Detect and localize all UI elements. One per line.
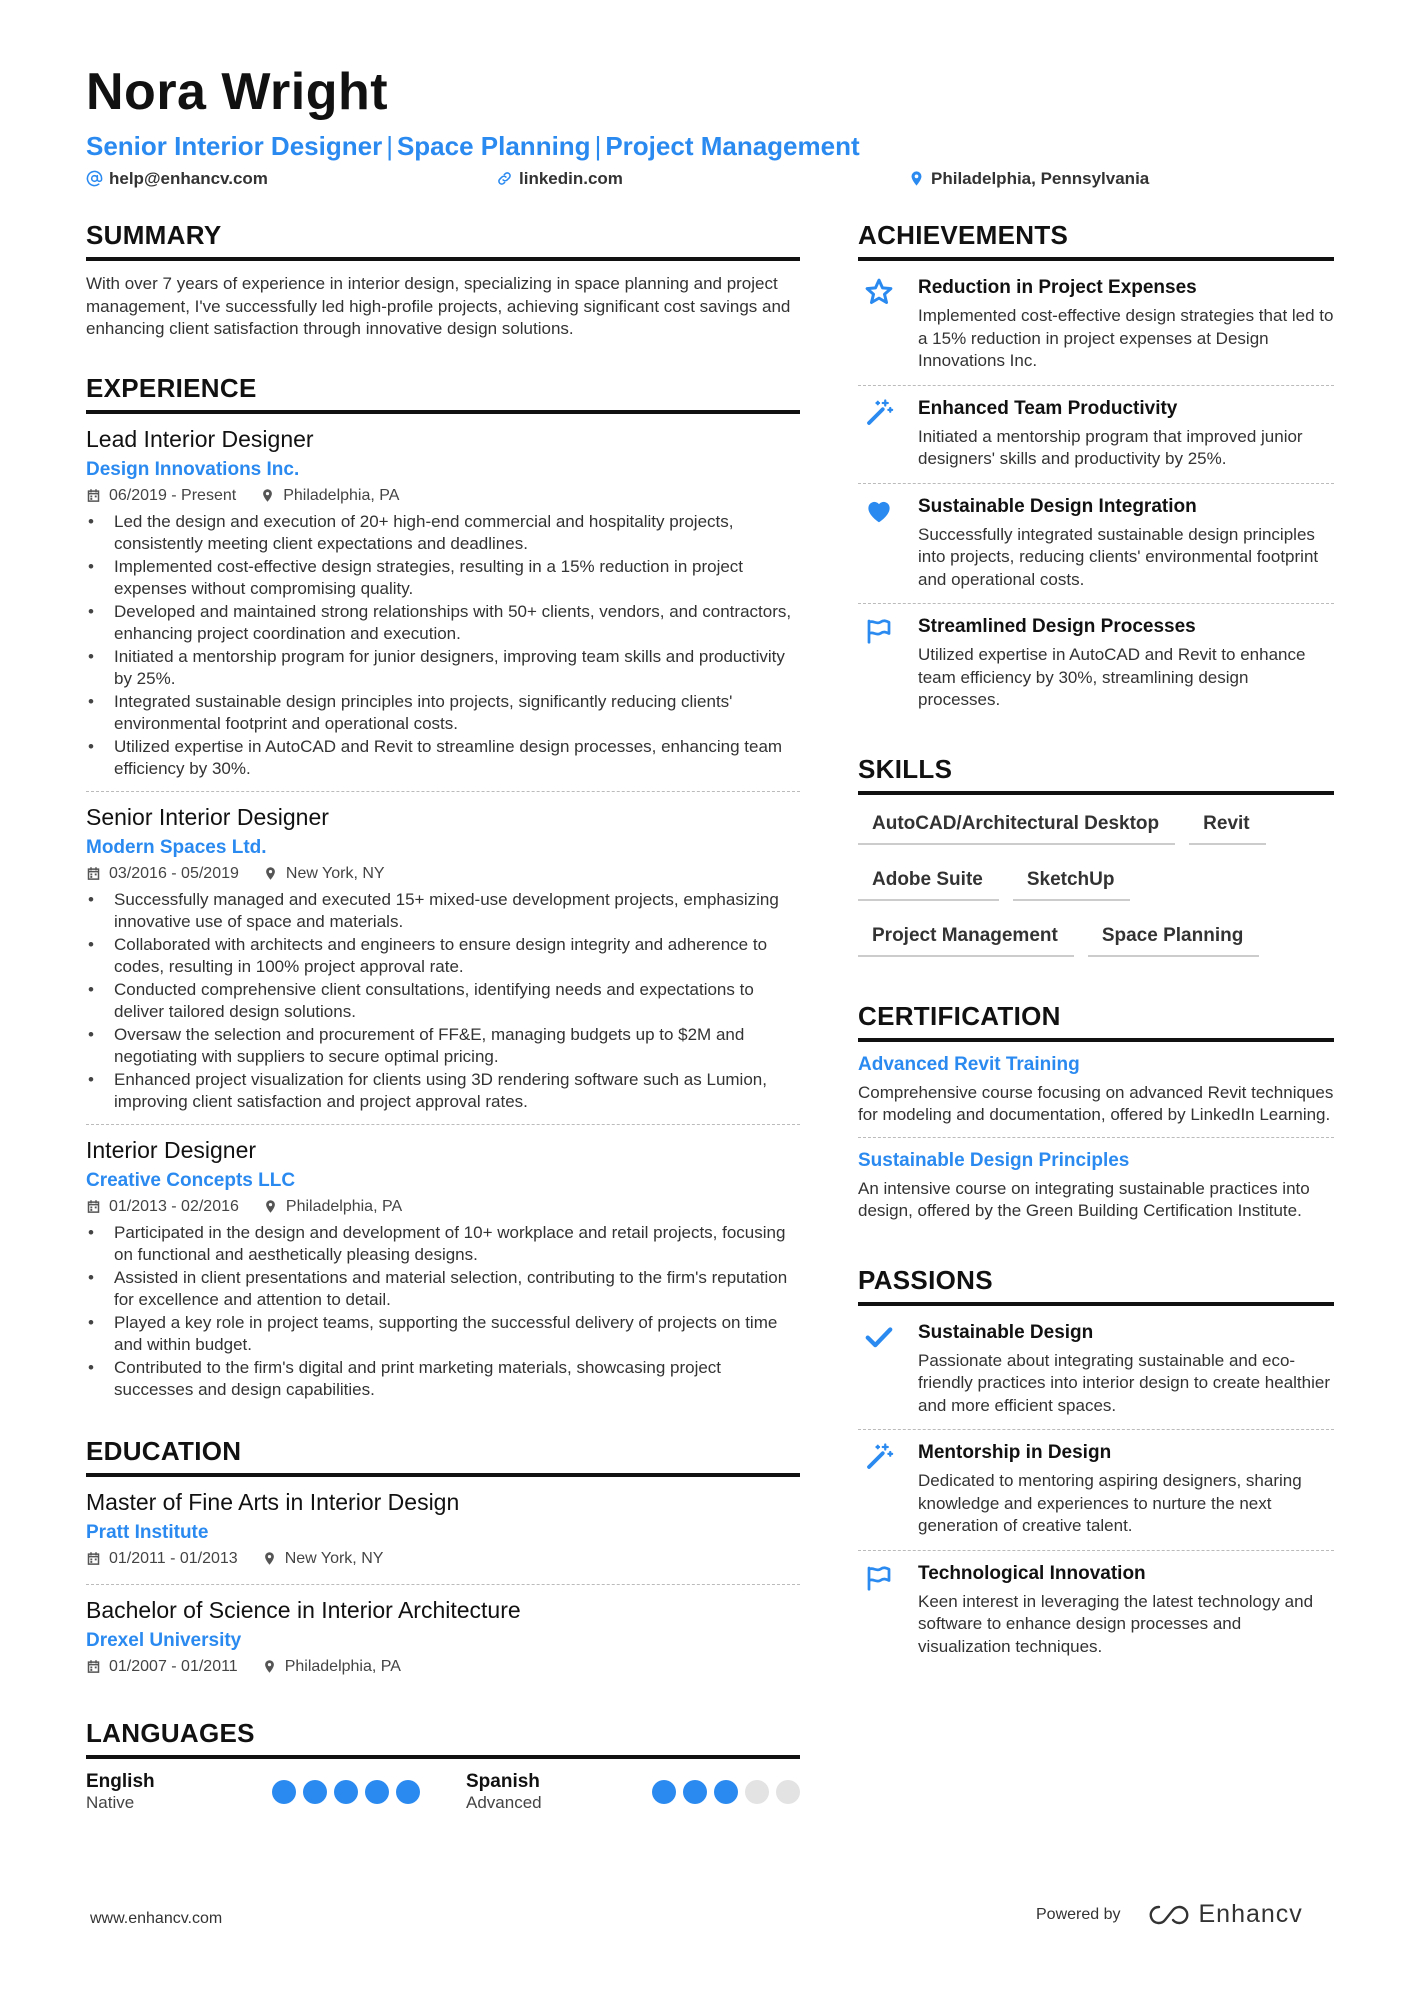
passion-item: [858, 1310, 1334, 1430]
map-pin-icon: [262, 1659, 277, 1674]
brand-logo[interactable]: [1145, 1900, 1303, 1929]
passion-title: Mentorship in Design: [918, 1442, 1112, 1463]
passion-title: Sustainable Design: [918, 1321, 1094, 1343]
achievements-heading: ACHIEVEMENTS: [858, 220, 1334, 261]
job-dates: 06/2019 - Present: [109, 486, 237, 504]
achievement-title: Enhanced Team Productivity: [918, 397, 1178, 419]
rating-dot: [303, 1780, 327, 1804]
calendar-icon: [86, 1551, 101, 1566]
certification-title: Advanced Revit Training: [858, 1053, 1080, 1075]
passion-text: Keen interest in leveraging the latest technology and software to enhance design processes and visualization techniques.: [918, 1591, 1314, 1656]
language-level: Advanced: [466, 1792, 542, 1812]
powered-by-label: Powered by: [1036, 1905, 1121, 1923]
language-item: [466, 1771, 800, 1813]
school-name: Drexel University: [86, 1629, 242, 1651]
experience-entry: [86, 426, 800, 791]
education-entry: [86, 1489, 800, 1584]
map-pin-icon: [263, 1199, 278, 1214]
achievement-item: [858, 385, 1334, 483]
experience-heading: EXPERIENCE: [86, 373, 800, 414]
email-text: help@enhancv.com: [109, 168, 268, 188]
skill-tag: SketchUp: [1013, 863, 1131, 901]
map-pin-icon: [262, 1551, 277, 1566]
language-level: Native: [86, 1792, 135, 1812]
passion-text: Dedicated to mentoring aspiring designers, sharing knowledge and experiences to nurture the next generation of creative talent.: [918, 1471, 1302, 1535]
passions-heading: PASSIONS: [858, 1265, 1334, 1306]
skills-heading: SKILLS: [858, 754, 1334, 795]
achievement-text: Initiated a mentorship program that improved junior designers' skills and productivity by 25%.: [918, 426, 1303, 468]
language-rating: [272, 1780, 420, 1804]
checkmark-icon: [864, 1322, 894, 1352]
flag-icon: [864, 1563, 894, 1593]
resume-header: [86, 63, 1336, 193]
rating-dot: [396, 1780, 420, 1804]
achievement-title: Sustainable Design Integration: [918, 495, 1197, 517]
certification-text: Comprehensive course focusing on advanced Revit techniques for modeling and documentation, offered by LinkedIn Learning.: [858, 1082, 1334, 1124]
right-column: [858, 220, 1334, 1670]
job-meta: [86, 487, 800, 505]
certification-heading: CERTIFICATION: [858, 1001, 1334, 1042]
calendar-icon: [86, 1199, 101, 1214]
degree-title: Master of Fine Arts in Interior Design: [86, 1488, 460, 1515]
education-entry: [86, 1584, 800, 1692]
website-link[interactable]: www.enhancv.com: [90, 1910, 223, 1927]
achievement-title: Streamlined Design Processes: [918, 616, 1196, 637]
bullet-item: • Participated in the design and development of 10+ workplace and retail projects, focusing on functional and aesthetically pleasing designs.: [86, 1222, 800, 1267]
calendar-icon: [86, 1659, 101, 1674]
bullet-item: • Developed and maintained strong relationships with 50+ clients, vendors, and contractors, enhancing project coordination and execution.: [86, 601, 800, 646]
passions-section: [858, 1265, 1334, 1671]
achievement-text: Successfully integrated sustainable design principles into projects, reducing clients' environmental footprint and operational costs.: [918, 524, 1319, 589]
achievement-item: [858, 603, 1334, 724]
achievement-text: Implemented cost-effective design strategies that led to a 15% reduction in project expenses at Design Innovations Inc.: [918, 306, 1334, 370]
bullet-item: • Assisted in client presentations and material selection, contributing to the firm's reputation for excellence and attention to detail.: [86, 1267, 800, 1312]
magic-wand-icon: [864, 398, 894, 428]
school-name: Pratt Institute: [86, 1521, 209, 1543]
map-pin-icon: [263, 866, 278, 881]
education-location: Philadelphia, PA: [284, 1657, 401, 1675]
bullet-item: • Utilized expertise in AutoCAD and Revit to streamline design processes, enhancing team efficiency by 30%.: [86, 736, 800, 781]
left-column: [86, 220, 800, 1813]
rating-dot: [714, 1780, 738, 1804]
location-contact: [908, 169, 1149, 189]
headline: Senior Interior Designer | Space Planning | Project Management: [86, 131, 860, 161]
job-bullets: [86, 511, 800, 781]
headline-role: Senior Interior Designer: [86, 131, 383, 161]
language-name: English: [86, 1770, 155, 1792]
achievement-item: [858, 483, 1334, 604]
degree-title: Bachelor of Science in Interior Architecture: [86, 1596, 521, 1623]
rating-dot: [683, 1780, 707, 1804]
education-heading: EDUCATION: [86, 1436, 800, 1477]
star-icon: [864, 277, 894, 307]
job-dates: 01/2013 - 02/2016: [109, 1197, 239, 1215]
bullet-item: • Oversaw the selection and procurement of FF&E, managing budgets up to $2M and negotiating with suppliers to secure optimal pricing.: [86, 1024, 800, 1069]
certification-text: An intensive course on integrating sustainable practices into design, offered by the Green Building Certification Institute.: [858, 1178, 1310, 1220]
education-section: [86, 1436, 800, 1692]
certification-item: [858, 1054, 1334, 1137]
job-location: New York, NY: [285, 864, 385, 882]
bullet-item: • Conducted comprehensive client consultations, identifying needs and expectations to deliver tailored design solutions.: [86, 979, 800, 1024]
map-pin-icon: [908, 170, 925, 187]
summary-heading: SUMMARY: [86, 220, 800, 261]
summary-section: [86, 220, 800, 341]
map-pin-icon: [260, 488, 275, 503]
achievement-item: [858, 265, 1334, 385]
job-title: Interior Designer: [86, 1136, 257, 1163]
certification-title: Sustainable Design Principles: [858, 1149, 1130, 1171]
passion-item: [858, 1429, 1334, 1550]
contact-row: [86, 167, 1336, 193]
skills-list: [858, 807, 1334, 975]
headline-skill-2: Project Management: [605, 131, 860, 161]
company-name: Modern Spaces Ltd.: [86, 836, 267, 858]
passion-text: Passionate about integrating sustainable and eco-friendly practices into interior design to create healthier and more efficient spaces.: [918, 1350, 1330, 1415]
summary-text: With over 7 years of experience in interior design, specializing in space planning and project management, I've successfully led high-profile projects, achieving significant cost savings and enhancing client satisfaction through innovative design solutions.: [86, 274, 791, 338]
link-icon: [496, 170, 513, 187]
calendar-icon: [86, 488, 101, 503]
linkedin-text: linkedin.com: [519, 168, 623, 188]
bullet-item: • Implemented cost-effective design strategies, resulting in a 15% reduction in project expenses without compromising quality.: [86, 556, 800, 601]
skill-tag: Project Management: [858, 919, 1074, 957]
passion-item: [858, 1550, 1334, 1671]
bullet-item: • Played a key role in project teams, supporting the successful delivery of projects on time and within budget.: [86, 1312, 800, 1357]
skill-tag: AutoCAD/Architectural Desktop: [858, 807, 1175, 845]
language-name: Spanish: [466, 1770, 540, 1792]
company-name: Creative Concepts LLC: [86, 1169, 296, 1191]
languages-section: [86, 1718, 800, 1813]
bullet-item: • Contributed to the firm's digital and print marketing materials, showcasing project successes and design capabilities.: [86, 1357, 800, 1402]
at-sign-icon: [86, 170, 103, 187]
job-location: Philadelphia, PA: [285, 1197, 403, 1215]
certification-section: [858, 1001, 1334, 1233]
rating-dot: [745, 1780, 769, 1804]
bullet-item: • Integrated sustainable design principles into projects, significantly reducing clients' environmental footprint and operational costs.: [86, 691, 800, 736]
education-meta: [86, 1658, 800, 1676]
rating-dot: [652, 1780, 676, 1804]
education-meta: [86, 1550, 800, 1568]
achievement-text: Utilized expertise in AutoCAD and Revit to enhance team efficiency by 30%, streamlining design processes.: [918, 645, 1306, 709]
bullet-item: • Collaborated with architects and engineers to ensure design integrity and adherence to codes, resulting in 100% project approval rate.: [86, 934, 800, 979]
language-item: [86, 1771, 420, 1813]
achievement-title: Reduction in Project Expenses: [918, 277, 1197, 298]
languages-heading: LANGUAGES: [86, 1718, 800, 1759]
enhancv-logo-icon: [1145, 1903, 1191, 1927]
experience-section: [86, 373, 800, 1412]
skill-tag: Revit: [1189, 807, 1265, 845]
headline-skill-1: Space Planning: [396, 131, 591, 161]
passion-title: Technological Innovation: [918, 1562, 1146, 1584]
location-text: Philadelphia, Pennsylvania: [931, 168, 1150, 188]
experience-entry: [86, 791, 800, 1124]
powered-by: [1036, 1900, 1303, 1929]
job-title: Lead Interior Designer: [86, 425, 314, 452]
job-bullets: [86, 1222, 800, 1402]
bullet-item: • Initiated a mentorship program for junior designers, improving team skills and productivity by 25%.: [86, 646, 800, 691]
job-dates: 03/2016 - 05/2019: [109, 864, 239, 882]
linkedin-contact[interactable]: [496, 169, 623, 189]
magic-wand-icon: [864, 1442, 894, 1472]
skill-tag: Space Planning: [1088, 919, 1259, 957]
skills-section: [858, 754, 1334, 975]
job-title: Senior Interior Designer: [86, 803, 329, 830]
job-bullets: [86, 889, 800, 1114]
job-meta: [86, 1198, 800, 1216]
education-location: New York, NY: [284, 1549, 384, 1567]
rating-dot: [365, 1780, 389, 1804]
rating-dot: [272, 1780, 296, 1804]
bullet-item: • Led the design and execution of 20+ high-end commercial and hospitality projects, consistently meeting client expectations and deadlines.: [86, 511, 800, 556]
brand-name: Enhancv: [1198, 1900, 1303, 1928]
education-dates: 01/2007 - 01/2011: [109, 1657, 238, 1675]
experience-entry: [86, 1124, 800, 1412]
candidate-name: Nora Wright: [86, 63, 389, 121]
bullet-item: • Successfully managed and executed 15+ mixed-use development projects, emphasizing innovative use of space and materials.: [86, 889, 800, 934]
bullet-item: • Enhanced project visualization for clients using 3D rendering software such as Lumion, improving client satisfaction and project approval rates.: [86, 1069, 800, 1114]
achievements-section: [858, 220, 1334, 724]
calendar-icon: [86, 866, 101, 881]
flag-icon: [864, 616, 894, 646]
company-name: Design Innovations Inc.: [86, 458, 300, 480]
rating-dot: [334, 1780, 358, 1804]
education-dates: 01/2011 - 01/2013: [109, 1549, 238, 1567]
language-rating: [652, 1780, 800, 1804]
skill-tag: Adobe Suite: [858, 863, 999, 901]
job-location: Philadelphia, PA: [283, 486, 400, 504]
rating-dot: [776, 1780, 800, 1804]
certification-item: [858, 1137, 1334, 1233]
email-contact[interactable]: [86, 169, 268, 189]
heart-icon: [864, 496, 894, 526]
job-meta: [86, 865, 800, 883]
